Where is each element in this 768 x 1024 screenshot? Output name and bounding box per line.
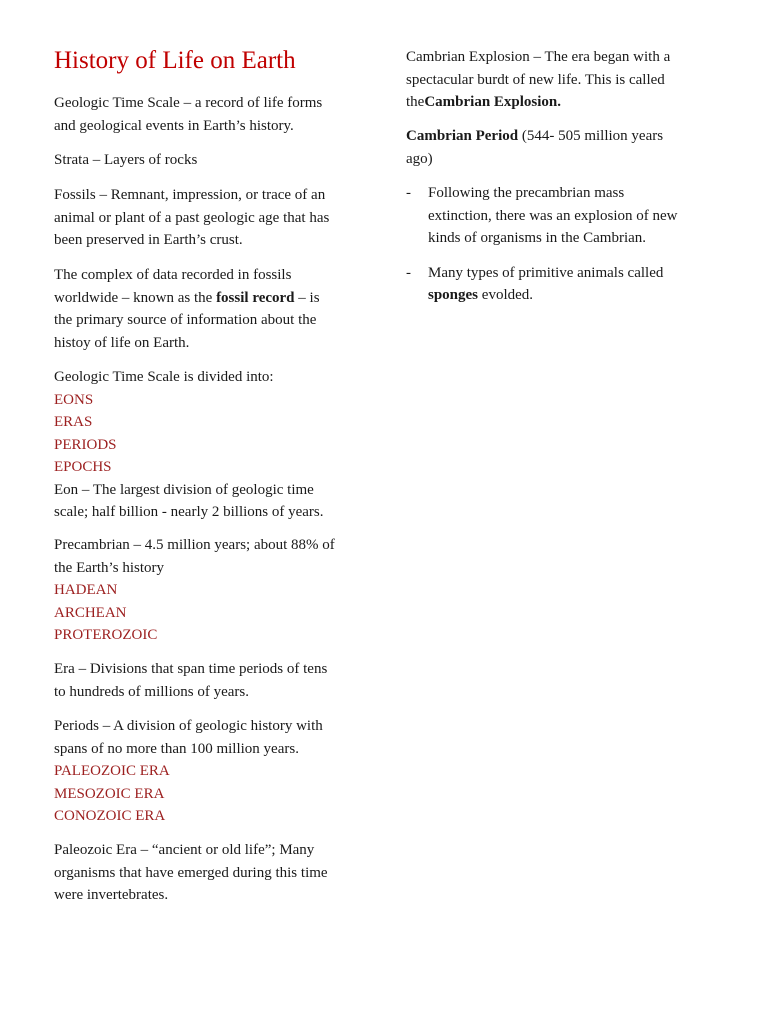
text-line: the primary source of information about the bbox=[54, 312, 317, 328]
text-line: spans of no more than 100 million years. bbox=[54, 740, 299, 757]
text-line: Cambrian Explosion – The era began with a bbox=[406, 49, 671, 65]
cambrian-period-term: Cambrian Period bbox=[406, 128, 519, 144]
cambrian-bullet-list bbox=[406, 182, 716, 307]
paleozoic-paragraph bbox=[54, 839, 369, 907]
text-run: – is bbox=[294, 289, 320, 306]
time-scale-divisions bbox=[54, 366, 369, 524]
geologic-time-scale-definition bbox=[54, 92, 369, 137]
text-line: ago) bbox=[406, 150, 433, 167]
strata-definition bbox=[54, 149, 369, 172]
text-line: extinction, there was an explosion of new bbox=[428, 207, 678, 224]
bullet-dash: - bbox=[406, 185, 411, 201]
eon-item: HADEAN bbox=[54, 582, 118, 598]
text-line: Many types of primitive animals called bbox=[428, 264, 664, 281]
fossil-record-term: fossil record bbox=[216, 289, 295, 306]
periods-definition bbox=[54, 715, 369, 828]
text-line: Periods – A division of geologic history with bbox=[54, 718, 323, 734]
bullet-dash: - bbox=[406, 264, 411, 281]
text-line: animal or plant of a past geologic age that has bbox=[54, 209, 330, 226]
text-run: evolded. bbox=[478, 287, 534, 303]
cambrian-explosion-term: Cambrian Explosion. bbox=[424, 94, 562, 110]
text-line: Strata – Layers of rocks bbox=[54, 152, 198, 168]
text-line: Following the precambrian mass bbox=[428, 185, 625, 201]
list-item bbox=[406, 262, 716, 307]
text-line: Geologic Time Scale is divided into: bbox=[54, 369, 274, 385]
cambrian-period-heading bbox=[406, 125, 716, 170]
sponges-term: sponges bbox=[428, 287, 479, 303]
text-run: worldwide – known as the bbox=[54, 289, 217, 306]
text-run: the bbox=[406, 94, 425, 110]
text-line: Eon – The largest division of geologic time bbox=[54, 481, 314, 498]
text-line: Precambrian – 4.5 million years; about 88% of bbox=[54, 537, 335, 553]
era-item: MESOZOIC ERA bbox=[54, 785, 165, 802]
text-line bbox=[54, 287, 369, 310]
text-line: histoy of life on Earth. bbox=[54, 334, 190, 351]
text-line: Paleozoic Era – “ancient or old life”; Many bbox=[54, 842, 315, 858]
text-line: Geologic Time Scale – a record of life forms bbox=[54, 95, 323, 111]
precambrian-paragraph bbox=[54, 534, 369, 647]
text-run: (544- 505 million years bbox=[518, 128, 664, 144]
text-line: to hundreds of millions of years. bbox=[54, 683, 249, 700]
eon-item: PROTEROZOIC bbox=[54, 627, 158, 643]
division-item: PERIODS bbox=[54, 436, 117, 453]
eon-item: ARCHEAN bbox=[54, 604, 127, 621]
text-line: organisms that have emerged during this time bbox=[54, 864, 328, 881]
list-item bbox=[406, 182, 716, 250]
text-line: kinds of organisms in the Cambrian. bbox=[428, 230, 647, 246]
era-item: PALEOZOIC ERA bbox=[54, 763, 170, 779]
division-item: EPOCHS bbox=[54, 459, 112, 475]
text-line bbox=[406, 91, 716, 114]
fossils-definition bbox=[54, 184, 369, 252]
fossil-record-paragraph bbox=[54, 264, 369, 354]
text-line: Fossils – Remnant, impression, or trace of an bbox=[54, 187, 326, 203]
cambrian-explosion-paragraph bbox=[406, 46, 716, 114]
text-line: were invertebrates. bbox=[54, 887, 169, 903]
text-line: Era – Divisions that span time periods of tens bbox=[54, 661, 328, 677]
division-item: EONS bbox=[54, 391, 94, 408]
text-line bbox=[406, 125, 716, 148]
era-item: CONOZOIC ERA bbox=[54, 808, 166, 824]
era-definition bbox=[54, 658, 369, 703]
division-item: ERAS bbox=[54, 414, 93, 430]
text-line bbox=[428, 284, 716, 307]
text-line: and geological events in Earth’s history. bbox=[54, 117, 294, 134]
page-title: History of Life on Earth bbox=[54, 47, 296, 74]
text-line: the Earth’s history bbox=[54, 559, 164, 576]
text-line: spectacular burdt of new life. This is called bbox=[406, 71, 665, 88]
text-line: been preserved in Earth’s crust. bbox=[54, 232, 243, 248]
text-line: The complex of data recorded in fossils bbox=[54, 267, 292, 283]
text-line: scale; half billion - nearly 2 billions of years. bbox=[54, 504, 324, 520]
